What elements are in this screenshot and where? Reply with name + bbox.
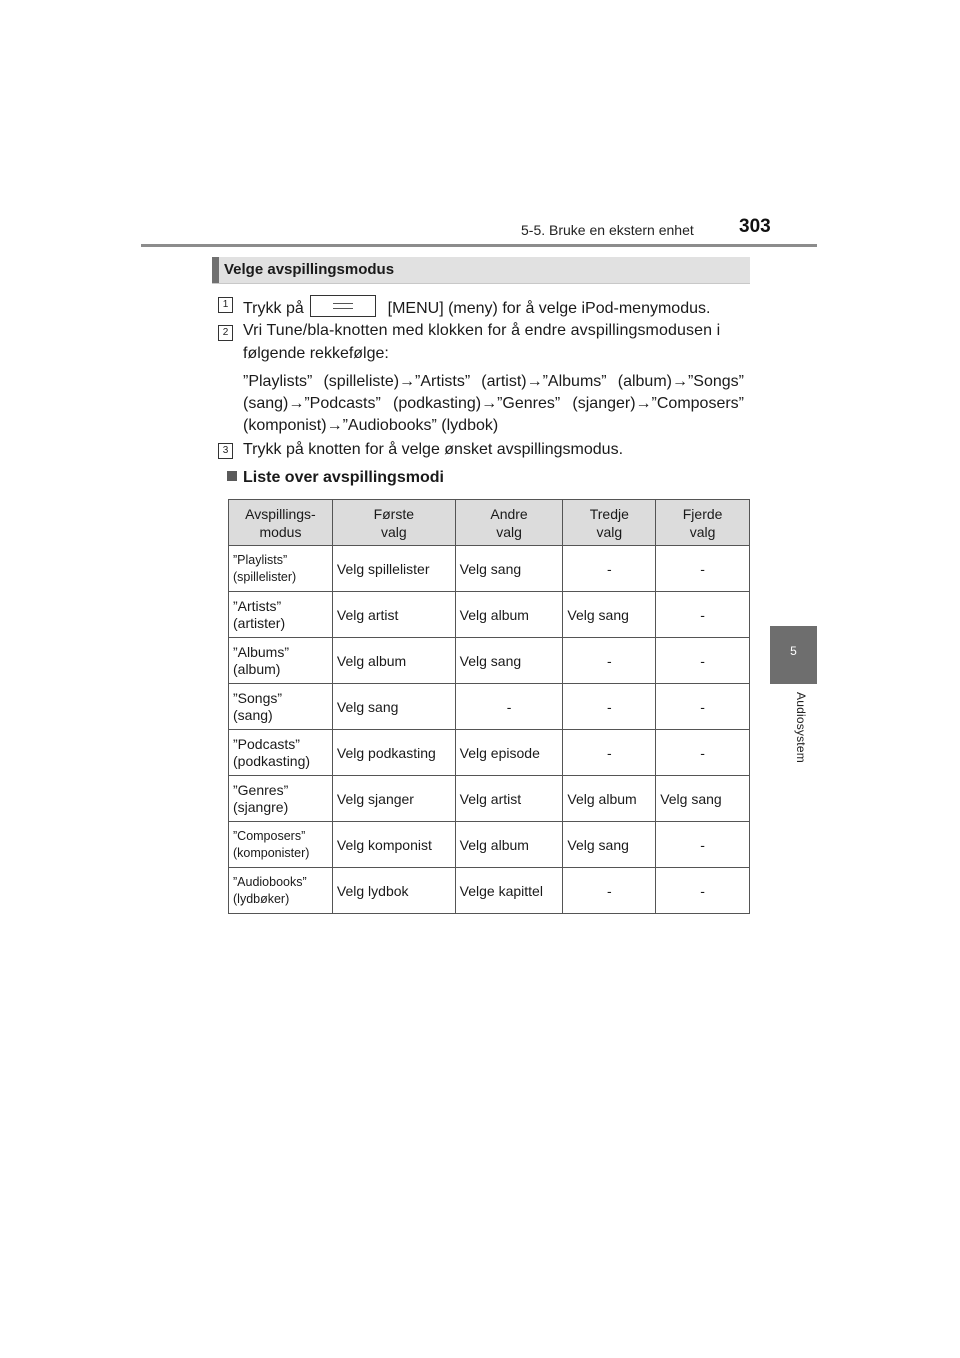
sequence-item: (sang)→”Podcasts” [243, 395, 381, 412]
header-second-choice: Andre valg [455, 500, 563, 546]
choice-cell: - [563, 546, 656, 592]
choice-cell: Velg lydbok [332, 868, 455, 914]
step-1-text [243, 295, 710, 318]
choice-cell: Velg album [332, 638, 455, 684]
choice-cell: Velg sang [656, 776, 750, 822]
square-bullet-icon [227, 471, 237, 481]
mode-cell: ”Songs” (sang) [229, 684, 333, 730]
choice-cell: - [656, 592, 750, 638]
table-row [229, 776, 750, 822]
choice-cell: Velg sang [563, 592, 656, 638]
table-header-row [229, 500, 750, 546]
table-row [229, 592, 750, 638]
chapter-tab-number: 5 [790, 644, 797, 658]
choice-cell: - [656, 684, 750, 730]
table-row [229, 730, 750, 776]
table-row [229, 638, 750, 684]
choice-cell: Velg sjanger [332, 776, 455, 822]
choice-cell: Velge kapittel [455, 868, 563, 914]
choice-cell: Velg artist [455, 776, 563, 822]
running-header-section: 5-5. Bruke en ekstern enhet [521, 222, 694, 238]
header-third-choice: Tredje valg [563, 500, 656, 546]
sequence-line-2 [243, 393, 744, 415]
step-number-3: 3 [218, 443, 233, 459]
choice-cell: Velg sang [332, 684, 455, 730]
page-number: 303 [739, 216, 771, 237]
choice-cell: Velg sang [455, 546, 563, 592]
section-title-bar [212, 257, 750, 284]
choice-cell: - [656, 638, 750, 684]
step-2-line-1 [243, 322, 744, 340]
mode-cell: ”Artists” (artister) [229, 592, 333, 638]
mode-cell: ”Composers” (komponister) [229, 822, 333, 868]
sequence-item: (artist)→”Albums” [481, 373, 607, 390]
mode-cell: ”Genres” (sjangre) [229, 776, 333, 822]
chapter-tab-label: Audiosystem [794, 692, 808, 763]
choice-cell: - [656, 868, 750, 914]
mode-cell: ”Podcasts” (podkasting) [229, 730, 333, 776]
choice-cell: - [563, 684, 656, 730]
playback-modes-table [228, 499, 750, 914]
choice-cell: Velg sang [455, 638, 563, 684]
sequence-line-3 [243, 415, 744, 437]
table-row [229, 822, 750, 868]
subheading [227, 469, 444, 487]
sequence-item: (podkasting)→”Genres” [393, 395, 561, 412]
sequence-line-1 [243, 371, 744, 393]
sequence-item: (album)→”Songs” [617, 373, 744, 390]
header-rule [141, 244, 817, 247]
step-3-text: Trykk på knotten for å velge ønsket avspillingsmodus. [243, 441, 624, 458]
choice-cell: Velg album [455, 822, 563, 868]
menu-button-icon [310, 295, 376, 317]
step-number-2: 2 [218, 325, 233, 341]
choice-cell: - [563, 638, 656, 684]
sequence-item: (spilleliste)→”Artists” [323, 373, 471, 390]
choice-cell: Velg sang [563, 822, 656, 868]
section-title: Velge avspillingsmodus [224, 261, 395, 278]
choice-cell: Velg episode [455, 730, 563, 776]
choice-cell: Velg artist [332, 592, 455, 638]
step-1-text-before: Trykk på [243, 300, 304, 317]
step-number-1: 1 [218, 297, 233, 313]
choice-cell: - [563, 868, 656, 914]
choice-cell: - [656, 730, 750, 776]
mode-cell: ”Playlists” (spillelister) [229, 546, 333, 592]
chapter-tab [770, 626, 817, 684]
subheading-text: Liste over avspillingsmodi [243, 469, 444, 486]
choice-cell: Velg komponist [332, 822, 455, 868]
header-first-choice: Første valg [332, 500, 455, 546]
mode-cell: ”Albums” (album) [229, 638, 333, 684]
step-1-text-after: [MENU] (meny) for å velge iPod-menymodus. [387, 300, 711, 317]
table-row [229, 868, 750, 914]
choice-cell: Velg podkasting [332, 730, 455, 776]
header-fourth-choice: Fjerde valg [656, 500, 750, 546]
table-row [229, 546, 750, 592]
choice-cell: - [563, 730, 656, 776]
table-row [229, 684, 750, 730]
header-mode: Avspillings- modus [229, 500, 333, 546]
choice-cell: - [656, 822, 750, 868]
choice-cell: - [455, 684, 563, 730]
choice-cell: - [656, 546, 750, 592]
step-2-line-2: følgende rekkefølge: [243, 345, 389, 362]
sequence-item: ”Playlists” [243, 373, 313, 390]
step-2-line-1-text: Vri Tune/bla-knotten med klokken for å endre avspillingsmodusen i [243, 322, 721, 339]
sequence-item: (komponist)→”Audiobooks” (lydbok) [243, 417, 499, 434]
choice-cell: Velg album [455, 592, 563, 638]
mode-cell: ”Audiobooks” (lydbøker) [229, 868, 333, 914]
mode-sequence [243, 371, 744, 437]
choice-cell: Velg spillelister [332, 546, 455, 592]
choice-cell: Velg album [563, 776, 656, 822]
sequence-item: (sjanger)→”Composers” [572, 395, 744, 412]
